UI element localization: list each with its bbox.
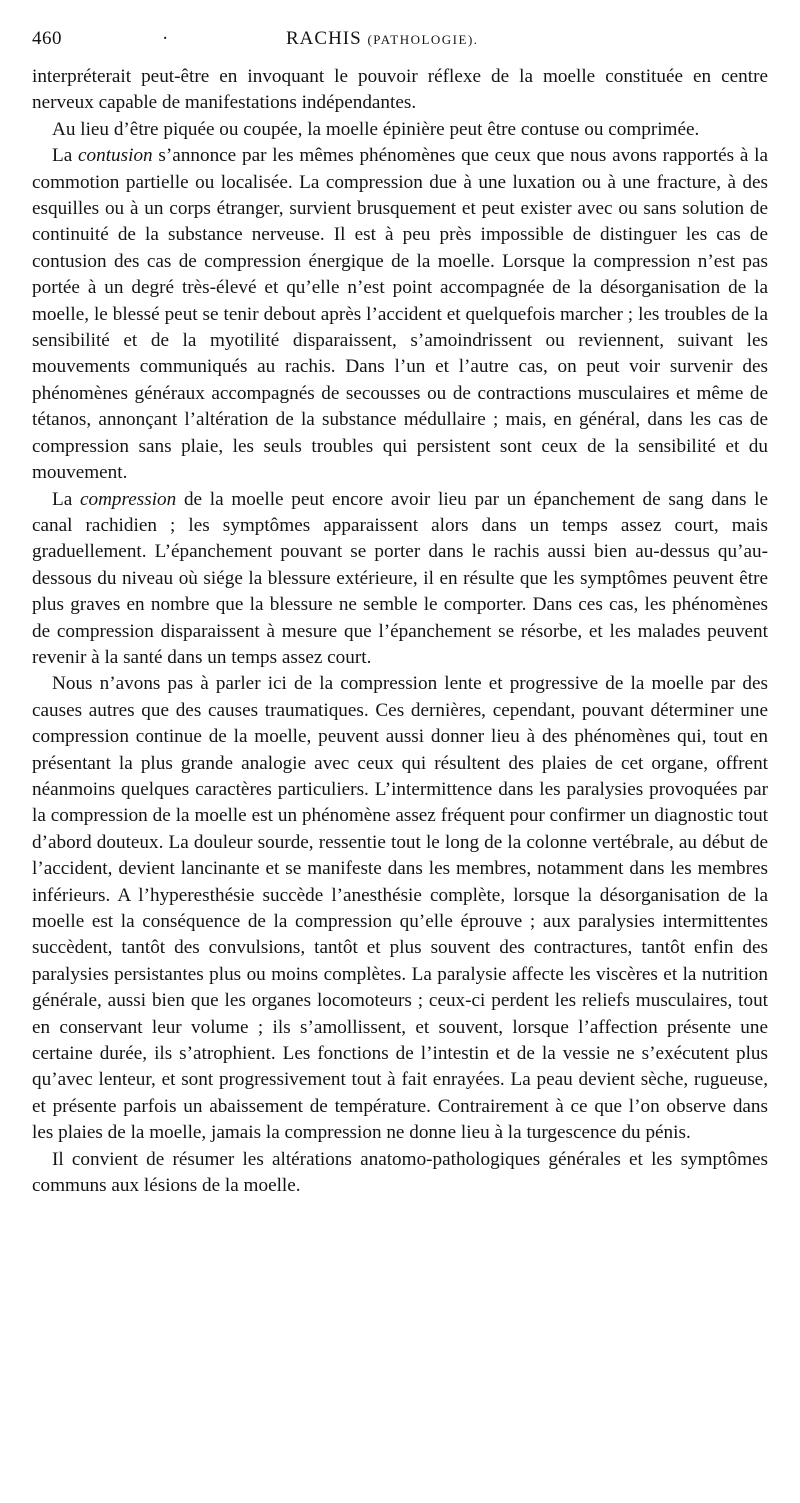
paragraph: Au lieu d’être piquée ou coupée, la moelle épinière peut être contuse ou comprimée. [52, 118, 700, 140]
paragraph-compression [32, 487, 768, 672]
running-title [286, 28, 479, 50]
paragraph-body: s’annonce par les mêmes phénomènes que ceux que nous avons rapportés à la commotion partielle ou localisée. La compression due à une luxation ou à une fracture, à des esquilles ou à un corps étranger, survient brusquement et peut exister avec ou sans solution de continuité de la substance nerveuse. Il est à peu près impossible de distinguer les cas de contusion des cas de compression énergique de la moelle. Lorsque la compression n’est pas portée à un degré très-élevé et qu’elle n’est point accompagnée de la désorganisation de la moelle, le blessé peut se tenir debout après l’accident et quelquefois marcher ; les troubles de la sensibilité et de la myotilité disparaissent, s’amoindrissent ou reviennent, suivant les mouvements communiqués au rachis. Dans l’un et l’autre cas, on peut voir survenir des phénomènes généraux accompagnés de secousses ou de contractions musculaires et même de tétanos, annonçant l’altération de la substance médullaire ; mais, en général, dans les cas de compression sans plaie, les seuls troubles qui persistent sont ceux de la sensibilité et du mouvement. [32, 145, 768, 484]
italic-term-compression: compression [79, 488, 177, 510]
paragraph: Nous n’avons pas à parler ici de la compression lente et progressive de la moelle par des causes autres que des causes traumatiques. Ces dernières, cependant, pouvant déterminer une compression continue de la moelle, peuvent aussi donner lieu à des phénomènes qui, tout en présentant la plus grande analogie avec ceux qui résultent des plaies de cet organe, offrent néanmoins quelques caractères particuliers. L’intermittence dans les paralysies provoquées par la compression de la moelle est un phénomène assez fréquent pour confirmer un diagnostic tout d’abord douteux. La douleur sourde, ressentie tout le long de la colonne vertébrale, au début de l’accident, devient lancinante et se manifeste dans les membres, notamment dans les membres inférieurs. A l’hyperesthésie succède l’anesthésie complète, lorsque la désorganisation de la moelle est la conséquence de la compression qu’elle éprouve ; aux paralysies intermittentes succèdent, tantôt des convulsions, tantôt et plus souvent des contractures, tantôt enfin des paralysies persistantes plus ou moins complètes. La paralysie affecte les viscères et la nutrition générale, aussi bien que les organes locomoteurs ; ceux-ci perdent les reliefs musculaires, tout en conservant leur volume ; ils s’amollissent, et souvent, lorsque l’affection présente une certaine durée, ils s’atrophient. Les fonctions de l’intestin et de la vessie ne s’exécutent plus qu’avec lenteur, et sont progressivement tout à fait enrayées. La peau devient sèche, rugueuse, et présente parfois un abaissement de température. Contrairement à ce que l’on observe dans les plaies de la moelle, jamais la compression ne donne lieu à la turgescence du pénis. [32, 673, 768, 1144]
body-text [32, 64, 768, 1199]
paragraph-lead: La [52, 488, 80, 510]
running-title-main: RACHIS [286, 28, 362, 49]
paragraph-continuation: interpréterait peut-être en invoquant le pouvoir réflexe de la moelle constituée en centre nerveux capable de manifestations indépendantes. [32, 66, 768, 114]
running-title-sub: (PATHOLOGIE). [367, 32, 479, 47]
italic-term-contusion: contusion [78, 145, 153, 167]
running-head [32, 22, 768, 58]
page-number: 460 [32, 28, 62, 49]
paragraph-body: de la moelle peut encore avoir lieu par un épanchement de sang dans le canal rachidien ; les symptômes apparaissent alors dans un temps assez court, mais graduellement. L’épanchement pouvant se porter dans le rachis aussi bien au-dessus qu’au-dessous du niveau où siége la blessure extérieure, il en résulte que les symptômes peuvent être plus graves en nombre que la blessure ne semble le comporter. Dans ces cas, les phénomènes de compression disparaissent à mesure que l’épanchement se résorbe, et les malades peuvent revenir à la santé dans un temps assez court. [32, 488, 768, 668]
header-dot: · [162, 28, 169, 49]
paragraph-lead: La [52, 145, 79, 167]
paragraph-contusion [32, 143, 768, 486]
paragraph-closing: Il convient de résumer les altérations anatomo-pathologiques générales et les symptômes communs aux lésions de la moelle. [32, 1148, 768, 1197]
book-page [32, 22, 768, 1199]
